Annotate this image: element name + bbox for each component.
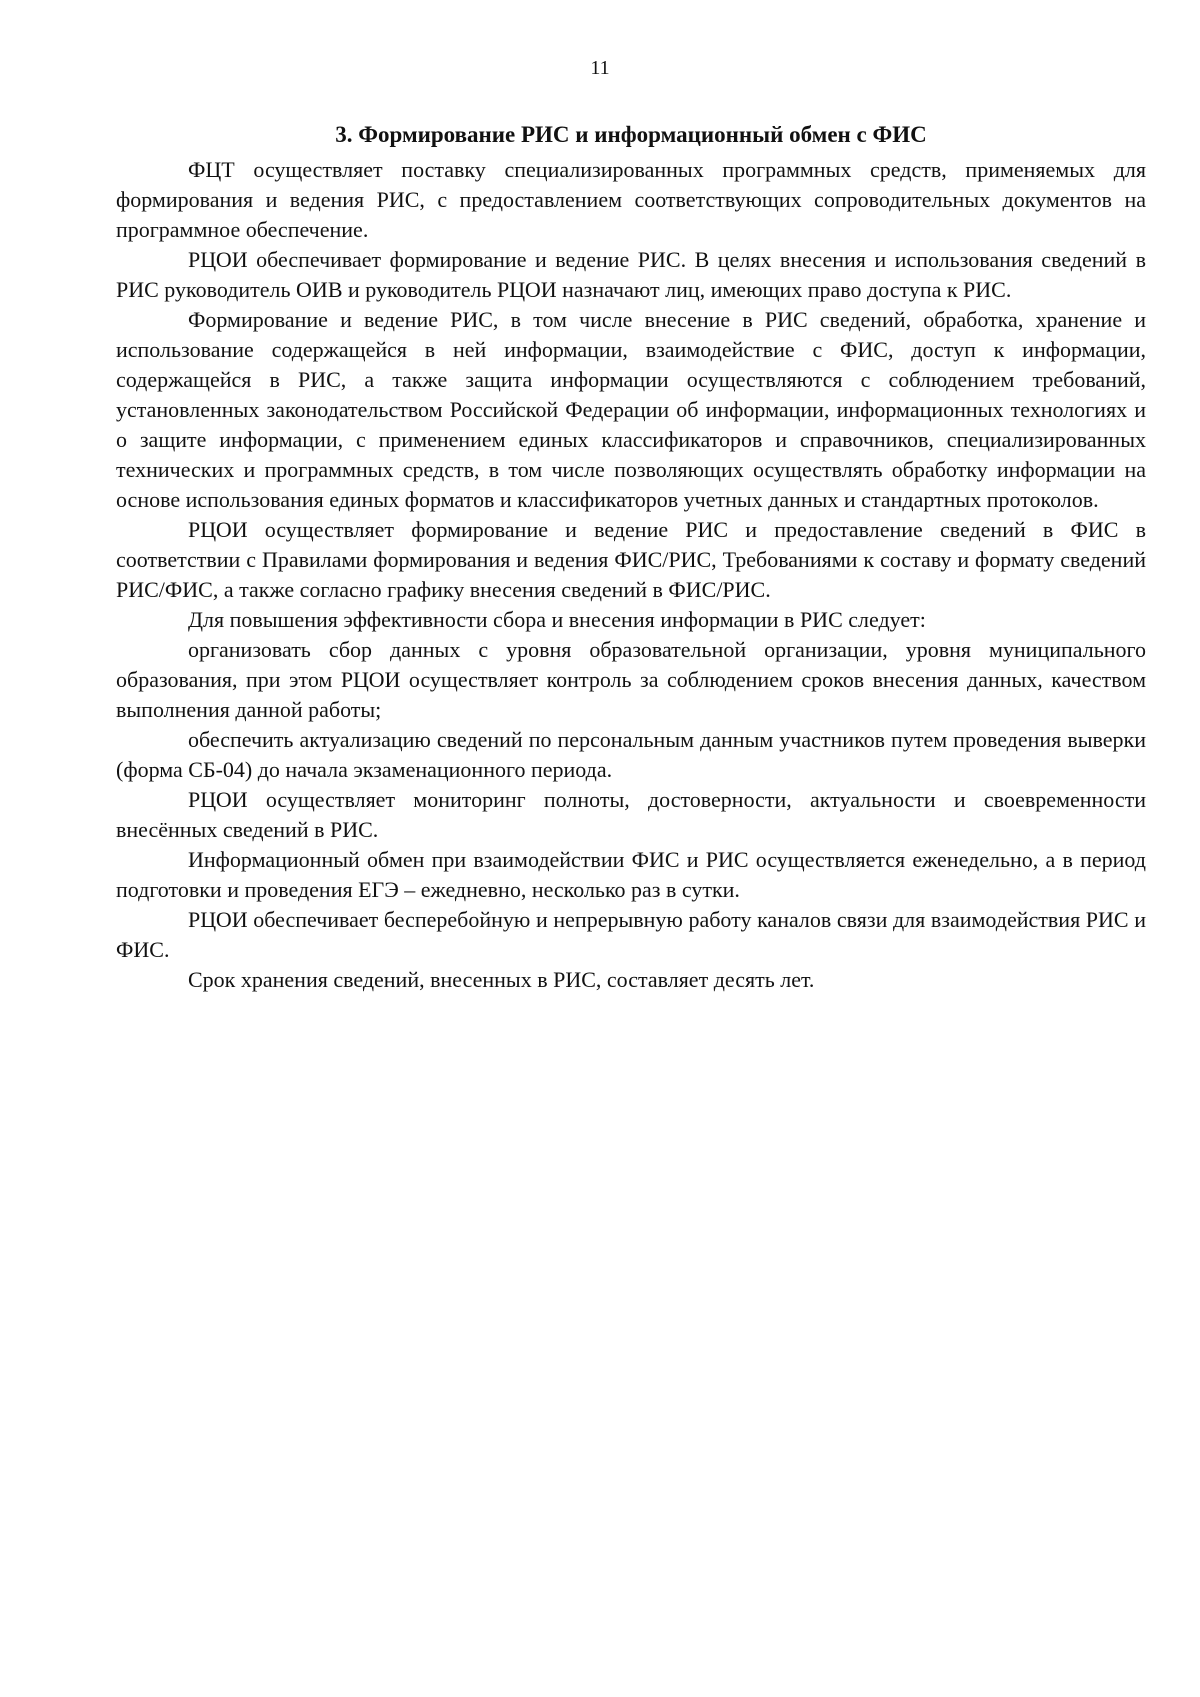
paragraph-efficiency-intro: Для повышения эффективности сбора и внесения информации в РИС следует: xyxy=(188,607,926,632)
paragraph-personal-data: обеспечить актуализацию сведений по персональным данным участников путем проведения выверки (форма СБ-04) до начала экзаменационного периода. xyxy=(116,727,1146,782)
paragraph-data-collection: организовать сбор данных с уровня образовательной организации, уровня муниципального образования, при этом РЦОИ осуществляет контроль за соблюдением сроков внесения данных, качеством выполнения данной работы; xyxy=(116,637,1146,722)
section-title: 3. Формирование РИС и информационный обмен с ФИС xyxy=(335,122,927,147)
paragraph-rcoi-access: РЦОИ обеспечивает формирование и ведение РИС. В целях внесения и использования сведений в РИС руководитель ОИВ и руководитель РЦОИ назначают лиц, имеющих право доступа к РИС. xyxy=(116,247,1146,302)
document-body xyxy=(116,120,1146,995)
page-number: 11 xyxy=(590,57,610,79)
paragraph-rcoi-fis-submission: РЦОИ осуществляет формирование и ведение РИС и предоставление сведений в ФИС в соответствии с Правилами формирования и ведения ФИС/РИС, Требованиями к составу и формату сведений РИС/ФИС, а также согласно графику внесения сведений в ФИС/РИС. xyxy=(116,517,1146,602)
paragraph-monitoring: РЦОИ осуществляет мониторинг полноты, достоверности, актуальности и своевременности внесённых сведений в РИС. xyxy=(116,787,1146,842)
paragraph-information-exchange: Информационный обмен при взаимодействии ФИС и РИС осуществляется еженедельно, а в период подготовки и проведения ЕГЭ – ежедневно, несколько раз в сутки. xyxy=(116,847,1146,902)
paragraph-ris-formation: Формирование и ведение РИС, в том числе внесение в РИС сведений, обработка, хранение и использование содержащейся в ней информации, взаимодействие с ФИС, доступ к информации, содержащейся в РИС, а также защита информации осуществляются с соблюдением требований, установленных законодательством Российской Федерации об информации, информационных технологиях и о защите информации, с применением единых классификаторов и справочников, специализированных технических и программных средств, в том числе позволяющих осуществлять обработку информации на основе использования единых форматов и классификаторов учетных данных и стандартных протоколов. xyxy=(116,307,1146,512)
paragraph-communication-channels: РЦОИ обеспечивает бесперебойную и непрерывную работу каналов связи для взаимодействия РИС и ФИС. xyxy=(116,907,1146,962)
paragraph-fct-software: ФЦТ осуществляет поставку специализированных программных средств, применяемых для формирования и ведения РИС, с предоставлением соответствующих сопроводительных документов на программное обеспечение. xyxy=(116,157,1146,242)
paragraph-retention-period: Срок хранения сведений, внесенных в РИС, составляет десять лет. xyxy=(188,967,815,992)
